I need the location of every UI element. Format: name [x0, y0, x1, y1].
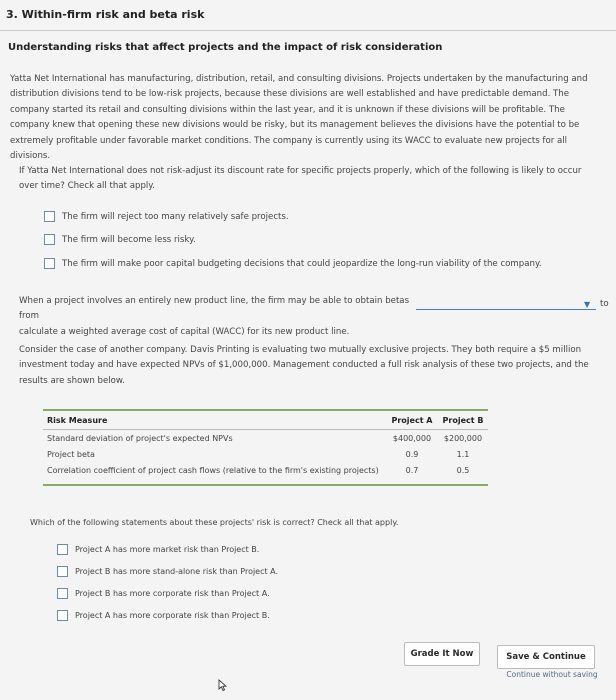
section-title: Understanding risks that affect projects and the impact of risk consideration [8, 42, 443, 53]
table-header-measure: Risk Measure [47, 416, 108, 425]
grade-it-now-button[interactable]: Grade It Now [404, 642, 480, 666]
save-continue-button[interactable]: Save & Continue [497, 645, 595, 669]
table-bottom-rule [43, 484, 488, 486]
q3-option-1[interactable] [57, 544, 259, 555]
mouse-cursor-icon [218, 677, 227, 696]
q2-text-line1: When a project involves an entirely new product line, the firm may be able to obtain betas from [19, 296, 410, 322]
intro-paragraph: Yatta Net International has manufacturing, distribution, retail, and consulting divisions. Projects undertaken by the manufacturing and distribution divisions tend to be low-risk projects, because these divisions are well established and have predictable demand. The company started its retail and consulting divisions within the last year, and it is unknown if these divisions will be profitable. The company knew that opening these new divisions would be risky, but its management believes the divisions have the potential to be extremely profitable under favorable market conditions. The company is currently using its WACC to evaluate new projects for all divisions. [10, 74, 588, 162]
q3-option-label: Project B has more corporate risk than Project A. [75, 589, 270, 598]
checkbox[interactable] [57, 610, 68, 621]
checkbox[interactable] [44, 211, 55, 222]
table-header-project-a: Project A [391, 416, 433, 425]
chevron-down-icon[interactable]: ▼ [584, 300, 591, 309]
q3-prompt: Which of the following statements about these projects' risk is correct? Check all that apply. [30, 518, 399, 527]
q2-dropdown[interactable] [416, 309, 596, 310]
q3-option-2[interactable] [57, 566, 278, 577]
table-top-rule [43, 409, 488, 411]
q1-option-label: The firm will become less risky. [62, 234, 196, 245]
table-row-label: Project beta [47, 450, 95, 459]
continue-without-saving-link[interactable]: Continue without saving [506, 670, 598, 679]
table-row-label: Standard deviation of project's expected NPVs [47, 434, 233, 443]
question-title: 3. Within-firm risk and beta risk [6, 8, 205, 21]
q1-option-2[interactable] [44, 234, 196, 245]
q3-option-label: Project B has more stand-alone risk than Project A. [75, 567, 279, 576]
q1-option-1[interactable] [44, 211, 289, 222]
table-cell: $400,000 [392, 434, 432, 443]
q2-text [19, 294, 419, 340]
q1-prompt: If Yatta Net International does not risk-adjust its discount rate for specific projects properly, which of the following is likely to occur over time? Check all that apply. [19, 166, 582, 192]
checkbox[interactable] [57, 544, 68, 555]
case-paragraph: Consider the case of another company. Davis Printing is evaluating two mutually exclusive projects. They both require a $5 million investment today and have expected NPVs of $1,000,000. Management conducted a full risk analysis of these two projects, and the results are shown below. [19, 345, 589, 386]
table-cell: 0.7 [405, 466, 419, 475]
q3-option-label: Project A has more corporate risk than Project B. [75, 611, 270, 620]
table-row-label: Correlation coefficient of project cash flows (relative to the firm's existing projects) [47, 466, 379, 475]
q3-option-4[interactable] [57, 610, 270, 621]
checkbox[interactable] [44, 258, 55, 269]
q2-text-line2: calculate a weighted average cost of capital (WACC) for its new product line. [19, 326, 350, 337]
divider [0, 30, 616, 31]
q2-after-text: to [600, 299, 609, 309]
q1-option-label: The firm will make poor capital budgeting decisions that could jeopardize the long-run viability of the company. [62, 258, 542, 269]
table-header-rule [43, 429, 488, 430]
table-cell: $200,000 [443, 434, 483, 443]
table-header-project-b: Project B [442, 416, 484, 425]
table-cell: 0.9 [405, 450, 419, 459]
checkbox[interactable] [57, 566, 68, 577]
q1-option-label: The firm will reject too many relatively safe projects. [62, 211, 289, 222]
q3-option-label: Project A has more market risk than Project B. [75, 545, 260, 554]
q3-option-3[interactable] [57, 588, 270, 599]
table-cell: 0.5 [456, 466, 470, 475]
checkbox[interactable] [44, 234, 55, 245]
checkbox[interactable] [57, 588, 68, 599]
q1-option-3[interactable] [44, 258, 542, 269]
table-cell: 1.1 [456, 450, 470, 459]
